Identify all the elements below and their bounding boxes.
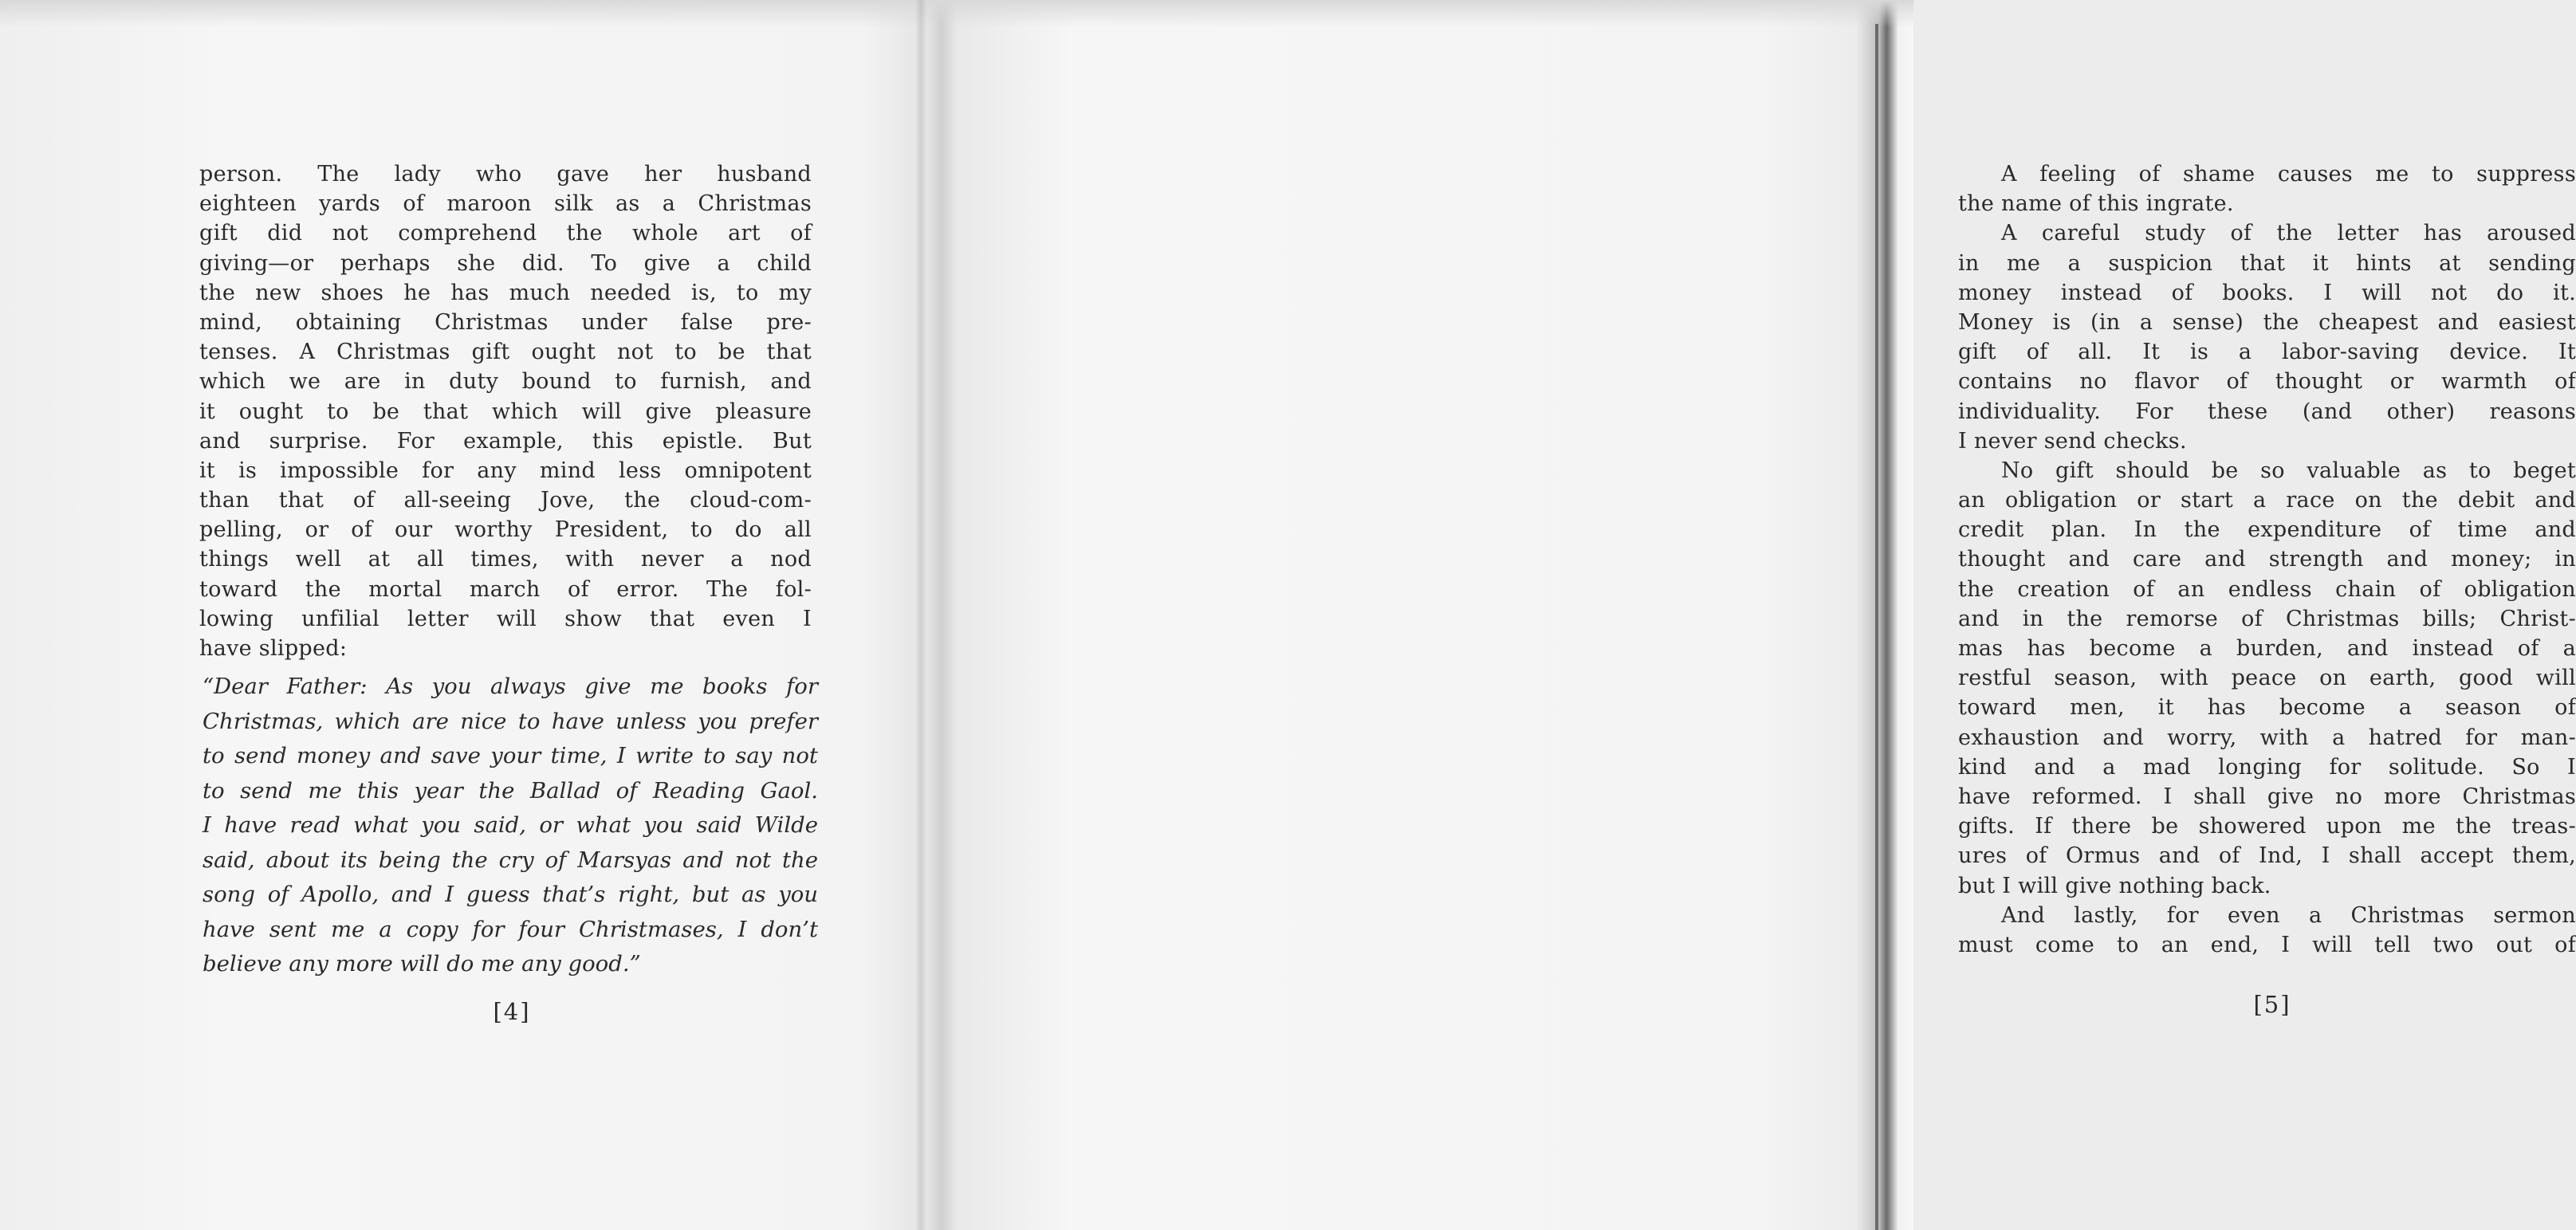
- letter-line: to send me this year the Ballad of Reading Gaol.: [203, 777, 818, 804]
- text-line: giving—or perhaps she did. To give a child: [199, 250, 812, 276]
- page-number: [5]: [2253, 991, 2291, 1018]
- letter-line: “Dear Father: As you always give me books for: [203, 674, 818, 699]
- text-line: And lastly, for even a Christmas sermon: [2001, 902, 2576, 928]
- text-line: Money is (in a sense) the cheapest and easiest: [1958, 309, 2576, 335]
- text-line: an obligation or start a race on the debit and: [1958, 488, 2576, 513]
- text-line: and in the remorse of Christmas bills; Christ-: [1958, 606, 2576, 631]
- text-line: ures of Ormus and of Ind, I shall accept them,: [1958, 843, 2576, 869]
- text-line: A careful study of the letter has aroused: [2001, 221, 2576, 246]
- text-line: pelling, or of our worthy President, to do all: [199, 517, 812, 543]
- text-line: things well at all times, with never a nod: [199, 547, 812, 572]
- text-line: I never send checks.: [1958, 428, 2187, 454]
- text-line: have reformed. I shall give no more Christmas: [1958, 784, 2576, 809]
- text-line: credit plan. In the expenditure of time and: [1958, 517, 2576, 543]
- text-line: and surprise. For example, this epistle. But: [199, 428, 812, 454]
- letter-line: to send money and save your time, I write to say not: [203, 743, 818, 768]
- text-line: gifts. If there be showered upon me the treas-: [1958, 814, 2576, 839]
- text-line: tenses. A Christmas gift ought not to be that: [199, 340, 812, 365]
- text-line: money instead of books. I will not do it.: [1958, 280, 2576, 305]
- right-page: [925, 0, 2576, 1230]
- text-line: the name of this ingrate.: [1958, 191, 2234, 217]
- text-line: must come to an end, I will tell two out of: [1958, 932, 2576, 957]
- left-page-text: [199, 159, 812, 663]
- text-line: mind, obtaining Christmas under false pre-: [199, 309, 812, 335]
- text-line: toward the mortal march of error. The fol-: [199, 576, 812, 602]
- text-line: which we are in duty bound to furnish, and: [199, 369, 812, 395]
- text-line: gift of all. It is a labor-saving device. It: [1958, 340, 2576, 365]
- letter-line: have sent me a copy for four Christmases, I don’t: [203, 916, 818, 942]
- letter-line: I have read what you said, or what you said Wilde: [203, 812, 818, 838]
- letter-line: song of Apollo, and I guess that’s right, but as you: [203, 882, 818, 907]
- text-line: but I will give nothing back.: [1958, 873, 2271, 898]
- text-line: No gift should be so valuable as to beget: [2001, 458, 2576, 483]
- page-number: [4]: [493, 998, 531, 1025]
- text-line: it is impossible for any mind less omnipotent: [199, 458, 812, 483]
- letter-line: said, about its being the cry of Marsyas and not the: [203, 847, 818, 873]
- text-line: restful season, with peace on earth, good will: [1958, 666, 2576, 691]
- text-line: exhaustion and worry, with a hatred for man-: [1958, 725, 2576, 750]
- text-line: gift did not comprehend the whole art of: [199, 221, 812, 246]
- letter-line: Christmas, which are nice to have unless you prefer: [203, 708, 818, 734]
- text-line: A feeling of shame causes me to suppress: [2001, 162, 2576, 187]
- text-line: thought and care and strength and money; in: [1958, 547, 2576, 572]
- text-line: person. The lady who gave her husband: [199, 162, 812, 187]
- text-line: in me a suspicion that it hints at sending: [1958, 250, 2576, 276]
- quoted-letter: [203, 670, 818, 982]
- text-line: lowing unfilial letter will show that even I: [199, 606, 812, 631]
- text-line: individuality. For these (and other) reasons: [1958, 399, 2576, 424]
- text-line: contains no flavor of thought or warmth of: [1958, 369, 2576, 395]
- right-page-text: [1958, 159, 2576, 960]
- text-line: have slipped:: [199, 636, 348, 661]
- text-line: than that of all-seeing Jove, the cloud-com-: [199, 488, 812, 513]
- text-line: eighteen yards of maroon silk as a Christmas: [199, 191, 812, 217]
- text-line: kind and a mad longing for solitude. So I: [1958, 754, 2576, 780]
- text-line: mas has become a burden, and instead of a: [1958, 636, 2576, 661]
- letter-line: believe any more will do me any good.”: [203, 951, 641, 977]
- text-line: it ought to be that which will give pleasure: [199, 399, 812, 424]
- text-line: the new shoes he has much needed is, to my: [199, 280, 812, 305]
- text-line: the creation of an endless chain of obligation: [1958, 576, 2576, 602]
- left-page: [0, 0, 925, 1230]
- text-line: toward men, it has become a season of: [1958, 695, 2576, 721]
